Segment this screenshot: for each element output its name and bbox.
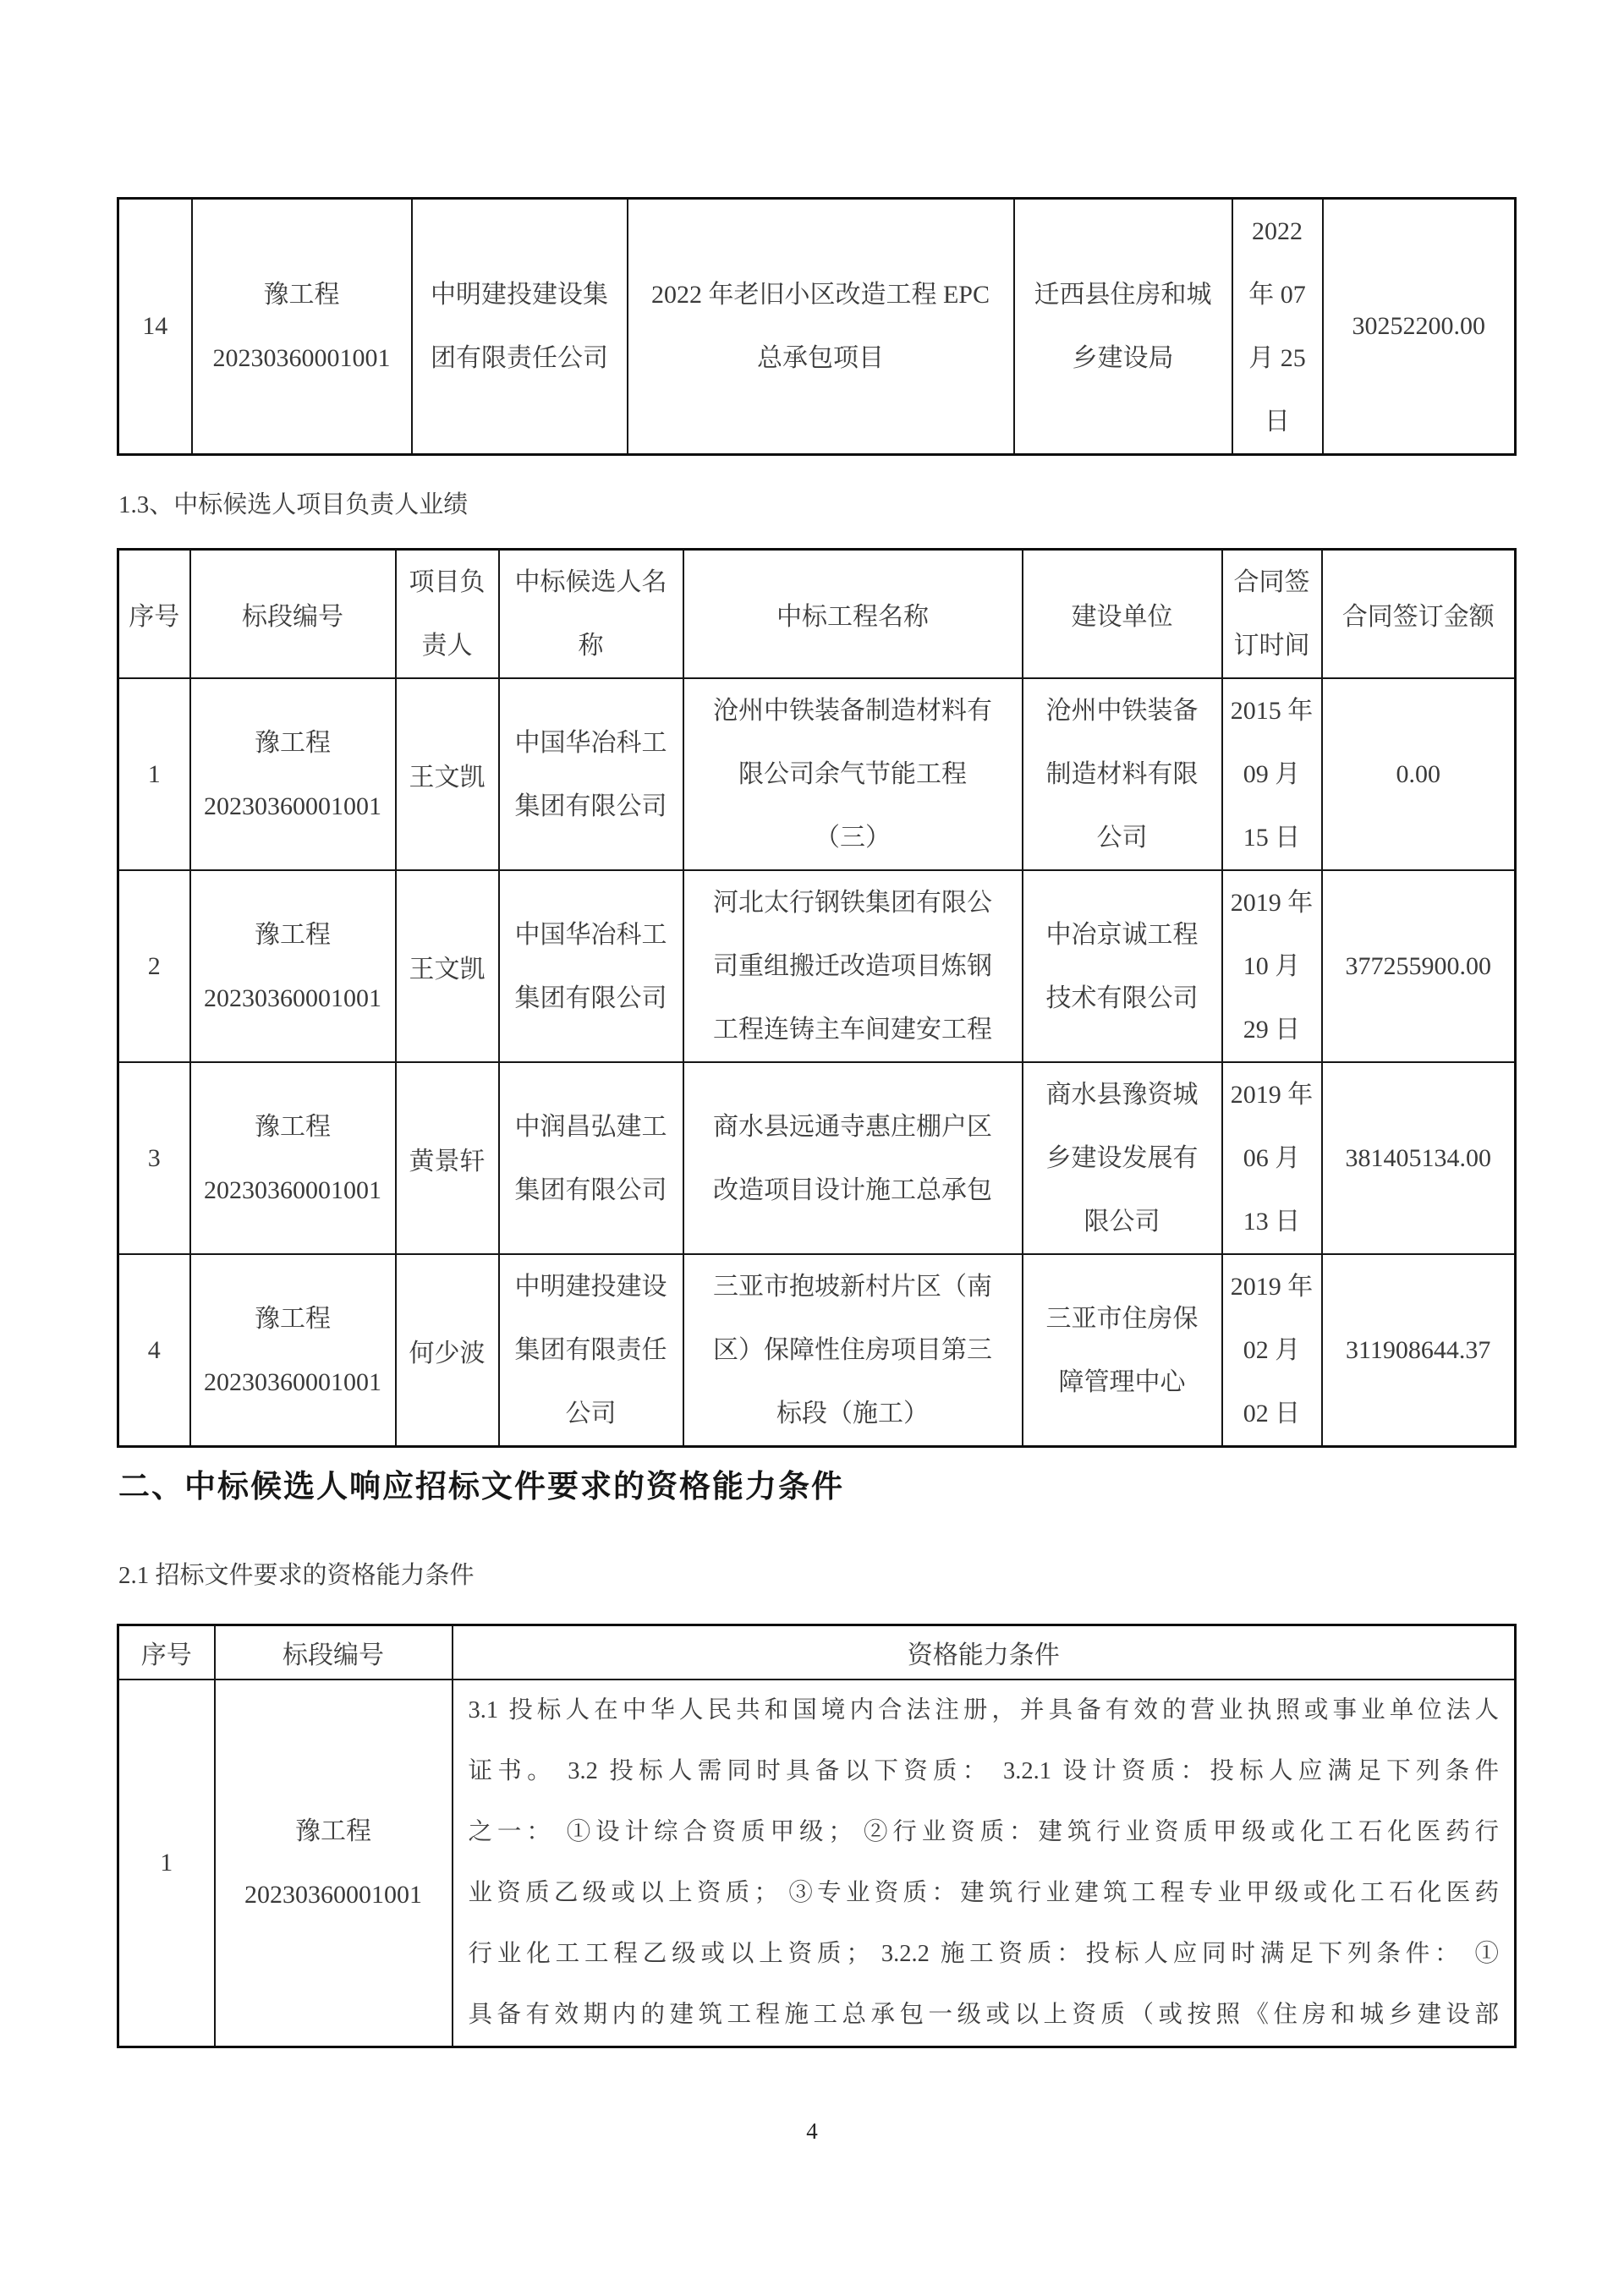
text-line: 月 25 (1248, 344, 1306, 372)
text-line: 豫工程 (255, 1112, 331, 1141)
text-line: 订时间 (1233, 632, 1310, 660)
text-line: 团有限责任公司 (431, 344, 608, 372)
text-line: 20230360001001 (244, 1880, 422, 1909)
text-line: 中标候选人名 (514, 568, 667, 596)
text-line: 商水县远通寺惠庄棚户区 (713, 1112, 992, 1141)
header-owner: 建设单位 (1023, 550, 1222, 679)
text-line: 河北太行钢铁集团有限公 (713, 889, 992, 917)
cell-project-name (683, 1062, 1023, 1254)
cell-contract-amount: 381405134.00 (1322, 1062, 1516, 1254)
text-line: 制造材料有限 (1045, 760, 1199, 788)
text-line: 中冶京诚工程 (1045, 920, 1199, 949)
text-line: 中国华冶科工 (514, 920, 667, 949)
text-line: 集团有限公司 (514, 1175, 667, 1204)
table-row (118, 1680, 1516, 2047)
text-line: 13 日 (1243, 1208, 1301, 1236)
text-line: 20230360001001 (204, 984, 381, 1012)
text-line: 区）保障性住房项目第三 (713, 1336, 992, 1364)
text-line: 集团有限责任 (514, 1336, 667, 1364)
text-line: 沧州中铁装备 (1045, 697, 1199, 725)
cell-seq: 1 (118, 1680, 215, 2047)
cell-project-name (683, 678, 1023, 870)
text-line: 02 日 (1243, 1400, 1301, 1427)
text-line: 业资质乙级或以上资质； ③专业资质：建筑行业建筑工程专业甲级或化工石化医药 (468, 1879, 1499, 1906)
text-line: 行业化工工程乙级或以上资质； 3.2.2 施工资质：投标人应同时满足下列条件： ① (468, 1940, 1499, 1967)
section-2-title: 二、中标候选人响应招标文件要求的资格能力条件 (118, 1470, 844, 1504)
text-line: 证书。 3.2 投标人需同时具备以下资质： 3.2.1 设计资质：投标人应满足下列条件 (468, 1757, 1499, 1784)
text-line: 2022 (1252, 217, 1303, 245)
text-line: 集团有限公司 (514, 792, 667, 820)
text-line: 称 (578, 632, 604, 660)
cell-manager: 何少波 (396, 1254, 499, 1447)
text-line: 09 月 (1243, 760, 1301, 788)
text-line: 总承包项目 (757, 344, 884, 372)
section-1-3-title: 1.3、中标候选人项目负责人业绩 (118, 491, 469, 518)
text-line: 日 (1265, 408, 1290, 436)
text-line: 限公司余气节能工程 (738, 760, 967, 788)
text-line: 2019 年 (1230, 1273, 1314, 1301)
text-line: 商水县豫资城 (1045, 1081, 1199, 1109)
text-line: 工程连铸主车间建安工程 (713, 1016, 992, 1044)
text-line: 司重组搬迁改造项目炼钢 (713, 952, 992, 980)
text-line: 公司 (565, 1400, 617, 1427)
cell-bid-no (190, 1062, 396, 1254)
text-line: 改造项目设计施工总承包 (713, 1175, 992, 1204)
text-line: 02 月 (1243, 1336, 1301, 1364)
table-row (118, 678, 1516, 870)
cell-contract-amount: 30252200.00 (1323, 199, 1516, 455)
text-line: 2019 年 (1230, 889, 1314, 917)
header-project-name: 中标工程名称 (683, 550, 1023, 679)
cell-manager: 王文凯 (396, 870, 499, 1062)
cell-manager: 王文凯 (396, 678, 499, 870)
text-line: 中国华冶科工 (514, 728, 667, 757)
qualification-requirements-table (117, 1624, 1517, 2048)
text-line: 迁西县住房和城 (1034, 281, 1212, 309)
cell-candidate-name (499, 1254, 683, 1447)
cell-contract-amount: 0.00 (1322, 678, 1516, 870)
cell-owner (1023, 870, 1222, 1062)
text-line: 具备有效期内的建筑工程施工总承包一级或以上资质（或按照《住房和城乡建设部 (468, 2001, 1499, 2028)
text-line: （三） (815, 824, 891, 852)
cell-owner (1023, 1254, 1222, 1447)
header-seq: 序号 (118, 1625, 215, 1680)
text-line: 2019 年 (1230, 1081, 1314, 1109)
cell-candidate-name (499, 870, 683, 1062)
text-line: 集团有限公司 (514, 984, 667, 1012)
text-line: 中润昌弘建工 (514, 1112, 667, 1141)
text-line: 项目负 (409, 568, 486, 596)
text-line: 合同签 (1233, 568, 1310, 596)
text-line: 06 月 (1243, 1144, 1301, 1172)
text-line: 障管理中心 (1058, 1367, 1186, 1396)
table-row (118, 1062, 1516, 1254)
text-line: 20230360001001 (212, 344, 391, 372)
text-line: 20230360001001 (204, 792, 381, 820)
cell-project-name (683, 870, 1023, 1062)
cell-bid-no (190, 1254, 396, 1447)
cell-candidate-name (499, 1062, 683, 1254)
text-line: 中明建投建设集 (431, 281, 608, 309)
cell-contract-date (1222, 870, 1322, 1062)
text-line: 15 日 (1243, 824, 1301, 852)
table-header-row (118, 550, 1516, 679)
text-line: 中明建投建设 (514, 1273, 667, 1301)
project-manager-performance-table (117, 548, 1517, 1448)
cell-contract-date (1222, 1062, 1322, 1254)
cell-project-name (683, 1254, 1023, 1447)
text-line: 标段（施工） (776, 1400, 929, 1427)
cell-bid-no (215, 1680, 453, 2047)
text-line: 豫工程 (263, 281, 340, 309)
header-bid-no: 标段编号 (215, 1625, 453, 1680)
text-line: 年 07 (1248, 281, 1306, 309)
header-contract-amount: 合同签订金额 (1322, 550, 1516, 679)
header-candidate-name (499, 550, 683, 679)
cell-owner (1023, 1062, 1222, 1254)
cell-bid-no (190, 678, 396, 870)
text-line: 10 月 (1243, 952, 1301, 980)
table-row (118, 199, 1516, 455)
text-line: 公司 (1096, 824, 1148, 852)
text-line: 豫工程 (255, 1304, 331, 1333)
text-line: 豫工程 (255, 728, 331, 757)
text-line: 责人 (421, 632, 473, 660)
text-line: 29 日 (1243, 1016, 1301, 1044)
cell-contract-date (1232, 199, 1323, 455)
text-line: 3.1 投标人在中华人民共和国境内合法注册，并具备有效的营业执照或事业单位法人 (468, 1696, 1499, 1723)
cell-seq: 14 (118, 199, 192, 455)
table-row (118, 1254, 1516, 1447)
cell-qualification (453, 1680, 1516, 2047)
cell-owner (1014, 199, 1232, 455)
cell-candidate-name (412, 199, 628, 455)
header-seq: 序号 (118, 550, 190, 679)
text-line: 豫工程 (295, 1817, 371, 1845)
cell-seq: 4 (118, 1254, 190, 1447)
text-line: 限公司 (1084, 1208, 1160, 1236)
text-line: 三亚市住房保 (1045, 1304, 1199, 1333)
text-line: 之一： ①设计综合资质甲级； ②行业资质：建筑行业资质甲级或化工石化医药行 (468, 1818, 1499, 1845)
cell-manager: 黄景轩 (396, 1062, 499, 1254)
text-line: 沧州中铁装备制造材料有 (713, 697, 992, 725)
section-2-1-title: 2.1 招标文件要求的资格能力条件 (118, 1562, 475, 1589)
cell-contract-date (1222, 1254, 1322, 1447)
text-line: 乡建设局 (1072, 344, 1174, 372)
table-row (118, 870, 1516, 1062)
text-line: 技术有限公司 (1045, 984, 1199, 1012)
cell-contract-amount: 377255900.00 (1322, 870, 1516, 1062)
text-line: 20230360001001 (204, 1367, 381, 1396)
header-qualification: 资格能力条件 (453, 1625, 1516, 1680)
text-line: 三亚市抱坡新村片区（南 (713, 1273, 992, 1301)
table-header-row (118, 1625, 1516, 1680)
candidate-performance-table (117, 197, 1517, 456)
cell-bid-no (190, 870, 396, 1062)
text-line: 乡建设发展有 (1045, 1144, 1199, 1172)
cell-contract-date (1222, 678, 1322, 870)
cell-candidate-name (499, 678, 683, 870)
cell-owner (1023, 678, 1222, 870)
cell-contract-amount: 311908644.37 (1322, 1254, 1516, 1447)
header-bid-no: 标段编号 (190, 550, 396, 679)
text-line: 2015 年 (1230, 697, 1314, 725)
cell-bid-no (192, 199, 412, 455)
header-manager (396, 550, 499, 679)
cell-seq: 1 (118, 678, 190, 870)
text-line: 20230360001001 (204, 1175, 381, 1204)
cell-seq: 2 (118, 870, 190, 1062)
cell-seq: 3 (118, 1062, 190, 1254)
page-number: 4 (806, 2118, 818, 2144)
cell-project-name (628, 199, 1014, 455)
text-line: 豫工程 (255, 920, 331, 949)
header-contract-date (1222, 550, 1322, 679)
text-line: 2022 年老旧小区改造工程 EPC (650, 281, 990, 309)
